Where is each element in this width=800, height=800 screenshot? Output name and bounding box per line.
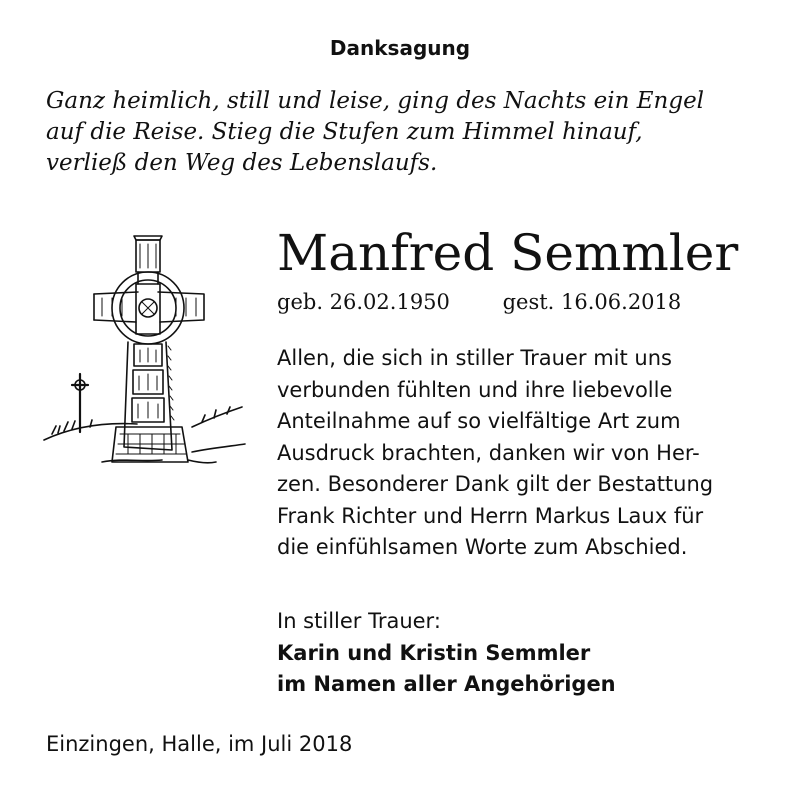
closing-block — [277, 606, 616, 701]
thanks-line: Ausdruck brachten, danken wir von Her- — [277, 440, 700, 465]
poem-line: verließ den Weg des Lebenslaufs. — [46, 150, 438, 176]
birth-date: geb. 26.02.1950 — [277, 290, 450, 314]
life-dates — [277, 287, 681, 317]
thanks-line: Frank Richter und Herrn Markus Laux für — [277, 503, 704, 528]
notice-heading: Danksagung — [329, 36, 471, 60]
death-date: gest. 16.06.2018 — [502, 290, 682, 314]
place-and-date: Einzingen, Halle, im Juli 2018 — [46, 732, 353, 756]
poem-line: auf die Reise. Stieg die Stufen zum Himmel hinauf, — [46, 119, 643, 145]
thanks-line: Anteilnahme auf so vielfältige Art zum — [277, 409, 681, 433]
closing-intro: In stiller Trauer: — [277, 609, 441, 633]
poem — [46, 86, 766, 179]
mourners-family: im Namen aller Angehörigen — [277, 672, 616, 696]
deceased-name: Manfred Semmler — [277, 224, 739, 282]
thanks-line: die einfühlsamen Worte zum Abschied. — [277, 535, 688, 559]
thanks-line: zen. Besonderer Dank gilt der Bestattung — [277, 472, 714, 496]
poem-line: Ganz heimlich, still und leise, ging des Nachts ein Engel — [46, 88, 705, 114]
thanks-line: verbunden fühlten und ihre liebevolle — [277, 377, 673, 402]
thanks-line: Allen, die sich in stiller Trauer mit uns — [277, 346, 672, 370]
celtic-cross-icon — [42, 222, 247, 492]
thanks-text — [277, 343, 713, 564]
mourners-names: Karin und Kristin Semmler — [277, 640, 591, 665]
